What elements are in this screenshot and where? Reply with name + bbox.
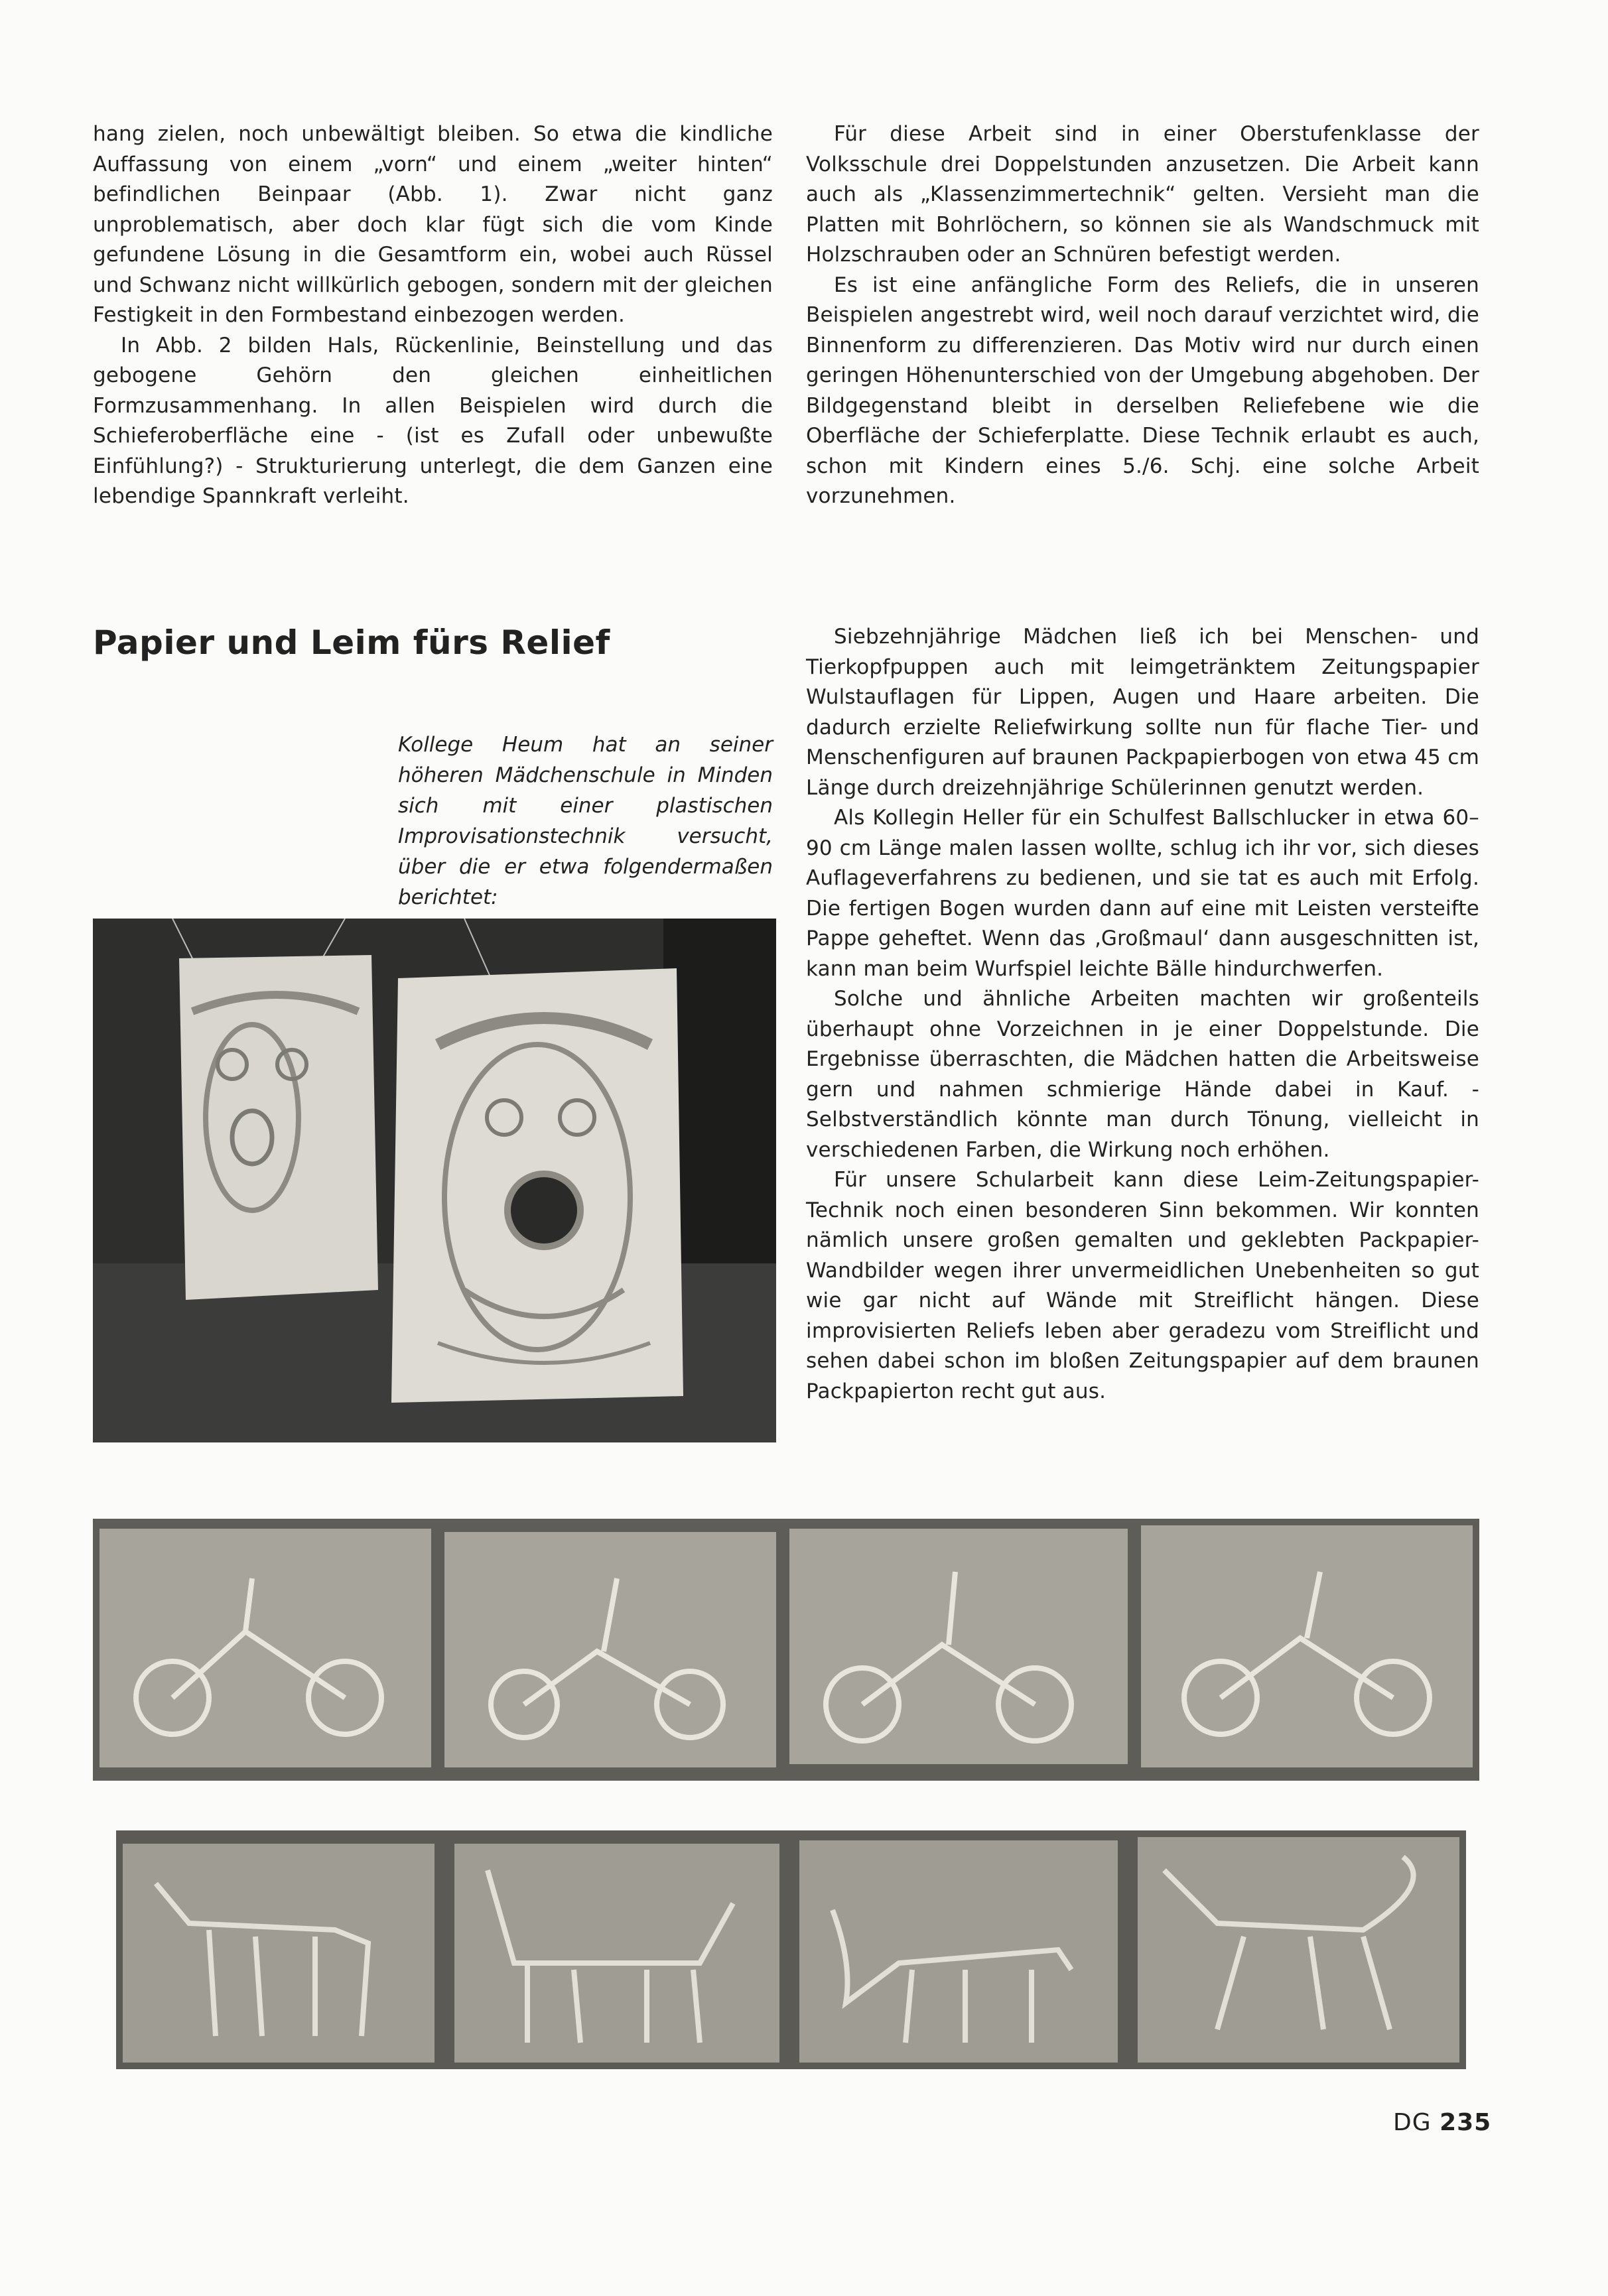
photo-faces: [93, 919, 776, 1442]
paragraph: Es ist eine anfängliche Form des Reliefs, die in unseren Beispielen angestrebt wird, weil noch darauf verzichtet wird, die Binnenform zu differenzieren. Das Motiv wird nur durch einen geringen Höhenunterschied von der Umgebung abgehoben. Der Bildgegenstand bleibt in derselben Reliefebene wie die Oberfläche der Schieferplatte. Diese Technik erlaubt es auch, schon mit Kindern eines 5./6. Schj. eine solche Arbeit vorzunehmen.: [806, 273, 1479, 508]
article-heading: Papier und Leim fürs Relief: [93, 623, 610, 662]
paragraph: Für diese Arbeit sind in einer Oberstufenklasse der Volksschule drei Doppelstunden anzusetzen. Die Arbeit kann auch als „Klassenzimmertechnik“ gelten. Versieht man die Platten mit Bohrlöchern, so können sie als Wandschmuck mit Holzschrauben oder an Schnüren befestigt werden.: [806, 122, 1479, 267]
page-number-value: 235: [1440, 2109, 1492, 2136]
paragraph: hang zielen, noch unbewältigt bleiben. So etwa die kindliche Auffassung von einem „vorn“ und einem „weiter hinten“ befindlichen Beinpaar (Abb. 1). Zwar nicht ganz unproblematisch, aber doch klar fügt sich die vom Kinde gefundene Lösung in die Gesamtform ein, wobei auch Rüssel und Schwanz nicht willkürlich gebogen, sondern mit der gleichen Festigkeit in den Formbestand einbezogen werden.: [93, 122, 773, 327]
paragraph: Als Kollegin Heller für ein Schulfest Ballschlucker in etwa 60–90 cm Länge malen lassen wollte, schlug ich ihr vor, sich dieses Auflageverfahrens zu bedienen, und sie tat es auch mit Erfolg. Die fertigen Bogen wurden dann auf eine mit Leisten versteifte Pappe geheftet. Wenn das ‚Großmaul‘ dann ausgeschnitten ist, kann man beim Wurfspiel leichte Bälle hindurchwerfen.: [806, 806, 1479, 981]
intro-text: Kollege Heum hat an seiner höheren Mädchenschule in Minden sich mit einer plastischen Improvisationstechnik versucht, über die er etwa folgendermaßen berichtet:: [398, 733, 773, 909]
photo-cyclists: [93, 1519, 1479, 1781]
page-number-prefix: DG: [1393, 2109, 1432, 2136]
column-left-top: [93, 119, 773, 512]
paragraph: Siebzehnjährige Mädchen ließ ich bei Menschen- und Tierkopfpuppen auch mit leimgetränktem Zeitungspapier Wulstauflagen für Lippen, Augen und Haare arbeiten. Die dadurch erzielte Reliefwirkung sollte nun für flache Tier- und Menschenfiguren auf braunen Packpapierbogen von etwa 45 cm Länge durch dreizehnjährige Schülerinnen genutzt werden.: [806, 625, 1479, 800]
page-number: [1393, 2109, 1491, 2136]
column-right-top: [806, 119, 1479, 512]
paragraph: In Abb. 2 bilden Hals, Rückenlinie, Beinstellung und das gebogene Gehörn den gleichen einheitlichen Formzusammenhang. In allen Beispielen wird durch die Schieferoberfläche eine - (ist es Zufall oder unbewußte Einfühlung?) - Strukturierung unterlegt, die dem Ganzen eine lebendige Spannkraft verleiht.: [93, 333, 773, 508]
column-right-middle: [806, 622, 1479, 1407]
photo-animals: [116, 1830, 1466, 2069]
paragraph: Für unsere Schularbeit kann diese Leim-Zeitungspapier-Technik noch einen besonderen Sinn bekommen. Wir konnten nämlich unsere großen gemalten und geklebten Packpapier-Wandbilder wegen ihrer unvermeidlichen Unebenheiten so gut wie gar nicht auf Wände mit Streiflicht hängen. Diese improvisierten Reliefs leben aber geradezu vom Streiflicht und sehen dabei schon im bloßen Zeitungspapier auf dem braunen Packpapierton recht gut aus.: [806, 1168, 1479, 1403]
paragraph: Solche und ähnliche Arbeiten machten wir großenteils überhaupt ohne Vorzeichnen in je einer Doppelstunde. Die Ergebnisse überraschten, die Mädchen hatten die Arbeitsweise gern und nahmen schmierige Hände dabei in Kauf. - Selbstverständlich könnte man durch Tönung, vielleicht in verschiedenen Farben, die Wirkung noch erhöhen.: [806, 987, 1479, 1162]
